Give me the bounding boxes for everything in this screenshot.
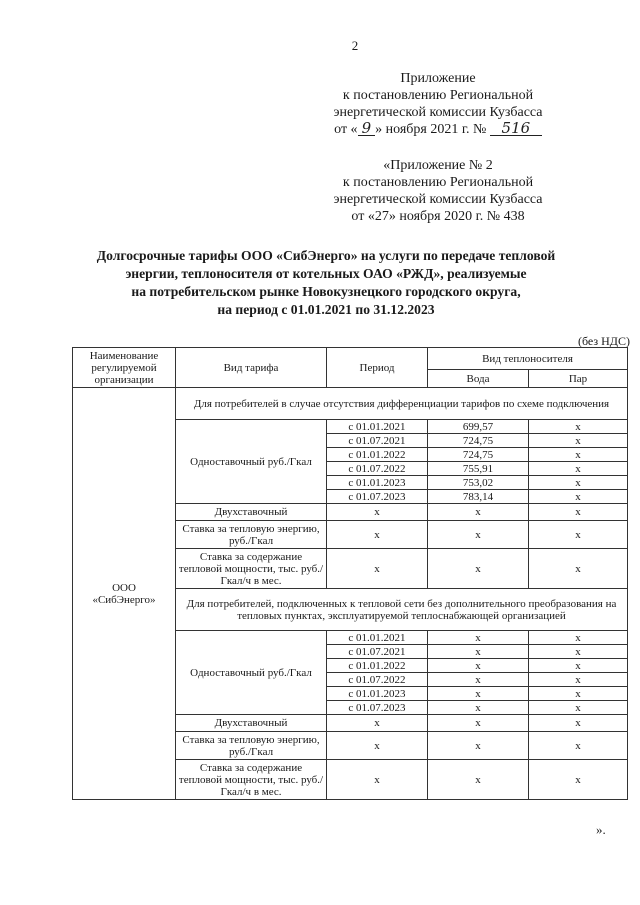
table-cell-steam: x (529, 645, 628, 659)
header-period: Период (327, 348, 428, 388)
org-name-line1: ООО (112, 581, 136, 594)
table-cell-water: 699,57 (428, 420, 529, 434)
table-cell-water: x (428, 732, 529, 760)
org-name-cell (73, 388, 176, 800)
appendix-1-line2: к постановлению Региональной (342, 88, 534, 103)
header-tariff-type: Вид тарифа (176, 348, 327, 388)
appendix-2-line3: энергетической комиссии Кузбасса (333, 192, 543, 207)
table-cell-period: с 01.01.2021 (327, 631, 428, 645)
table-cell-period: с 01.07.2023 (327, 701, 428, 715)
table-cell-steam: x (529, 760, 628, 800)
appendix-1-date-line (288, 121, 588, 138)
date-prefix: от « (334, 122, 358, 137)
table-cell-period: с 01.07.2022 (327, 673, 428, 687)
table-cell-steam: x (529, 476, 628, 490)
table-cell-water: 783,14 (428, 490, 529, 504)
table-cell-period: с 01.07.2021 (327, 645, 428, 659)
section1-two-rate-label: Двухставочный (176, 504, 327, 521)
date-mid: » ноября 2021 г. № (375, 122, 487, 137)
table-cell-steam: x (529, 701, 628, 715)
table-cell-water: x (428, 504, 529, 521)
table-cell-period: x (327, 732, 428, 760)
table-cell-water: x (428, 673, 529, 687)
section2-two-rate-label: Двухставочный (176, 715, 327, 732)
table-cell-water: x (428, 687, 529, 701)
section1-single-rate-label: Одноставочный руб./Гкал (176, 420, 327, 504)
appendix-1-line3: энергетической комиссии Кузбасса (333, 105, 543, 120)
table-cell-period: с 01.07.2021 (327, 434, 428, 448)
table-cell-period: x (327, 521, 428, 549)
table-cell-steam: x (529, 448, 628, 462)
header-water: Вода (428, 370, 529, 388)
table-cell-steam: x (529, 631, 628, 645)
table-cell-steam: x (529, 434, 628, 448)
table-cell-period: x (327, 715, 428, 732)
table-cell-period: x (327, 760, 428, 800)
table-cell-steam: x (529, 549, 628, 589)
table-cell-water: x (428, 549, 529, 589)
section2-capacity-rate-label: Ставка за содержание тепловой мощности, тыс. руб./Гкал/ч в мес. (176, 760, 327, 800)
table-cell-steam: x (529, 687, 628, 701)
table-cell-steam: x (529, 504, 628, 521)
header-coolant: Вид теплоносителя (428, 348, 628, 370)
table-cell-water: x (428, 760, 529, 800)
table-cell-water: x (428, 631, 529, 645)
section2-heat-rate-label: Ставка за тепловую энергию, руб./Гкал (176, 732, 327, 760)
table-cell-steam: x (529, 490, 628, 504)
table-cell-steam: x (529, 462, 628, 476)
table-cell-steam: x (529, 659, 628, 673)
section1-capacity-rate-label: Ставка за содержание тепловой мощности, тыс. руб./Гкал/ч в мес. (176, 549, 327, 589)
appendix-2-line4: от «27» ноября 2020 г. № 438 (351, 209, 525, 224)
table-cell-water: 724,75 (428, 448, 529, 462)
section2-single-rate-label: Одноставочный руб./Гкал (176, 631, 327, 715)
page-number: 2 (351, 38, 359, 53)
appendix-2-line1: «Приложение № 2 (383, 158, 493, 173)
appendix-2-block (288, 157, 588, 225)
title-line3: на потребительском рынке Новокузнецкого городского округа, (131, 284, 521, 299)
table-cell-period: x (327, 504, 428, 521)
section1-heading: Для потребителей в случае отсутствия дифференциации тарифов по схеме подключения (176, 388, 628, 420)
table-cell-water: 724,75 (428, 434, 529, 448)
tariff-table (72, 347, 628, 800)
table-cell-water: 753,02 (428, 476, 529, 490)
closing-quote-mark: ». (596, 822, 606, 837)
header-steam: Пар (529, 370, 628, 388)
section2-heading: Для потребителей, подключенных к тепловой сети без дополнительного преобразования на тепловых пунктах, эксплуатируемой теплоснабжающей организацией (176, 589, 628, 631)
table-cell-water: 755,91 (428, 462, 529, 476)
document-title (88, 247, 564, 319)
table-cell-period: с 01.01.2021 (327, 420, 428, 434)
section1-heat-rate-label: Ставка за тепловую энергию, руб./Гкал (176, 521, 327, 549)
org-name-line2: «СибЭнерго» (92, 593, 156, 606)
table-cell-steam: x (529, 420, 628, 434)
table-cell-period: с 01.01.2023 (327, 687, 428, 701)
table-cell-water: x (428, 645, 529, 659)
table-cell-steam: x (529, 732, 628, 760)
table-cell-period: x (327, 549, 428, 589)
table-cell-period: с 01.01.2022 (327, 659, 428, 673)
table-cell-steam: x (529, 715, 628, 732)
vat-note: (без НДС) (577, 334, 630, 348)
appendix-1-block (288, 70, 588, 138)
table-cell-steam: x (529, 673, 628, 687)
appendix-2-line2: к постановлению Региональной (342, 175, 534, 190)
title-line4: на период с 01.01.2021 по 31.12.2023 (217, 302, 435, 317)
table-cell-period: с 01.07.2023 (327, 490, 428, 504)
title-line2: энергии, теплоносителя от котельных ОАО «РЖД», реализуемые (125, 266, 527, 281)
header-org: Наименование регулируемой организации (73, 348, 176, 388)
appendix-1-line1: Приложение (400, 71, 476, 86)
table-cell-water: x (428, 715, 529, 732)
table-cell-water: x (428, 701, 529, 715)
table-cell-period: с 01.01.2023 (327, 476, 428, 490)
table-cell-water: x (428, 659, 529, 673)
title-line1: Долгосрочные тарифы ООО «СибЭнерго» на услуги по передаче тепловой (96, 248, 556, 263)
table-cell-period: с 01.01.2022 (327, 448, 428, 462)
table-cell-period: с 01.07.2022 (327, 462, 428, 476)
table-cell-steam: x (529, 521, 628, 549)
handwritten-day: 9 (358, 121, 376, 136)
table-cell-water: x (428, 521, 529, 549)
handwritten-number: 516 (490, 121, 542, 136)
